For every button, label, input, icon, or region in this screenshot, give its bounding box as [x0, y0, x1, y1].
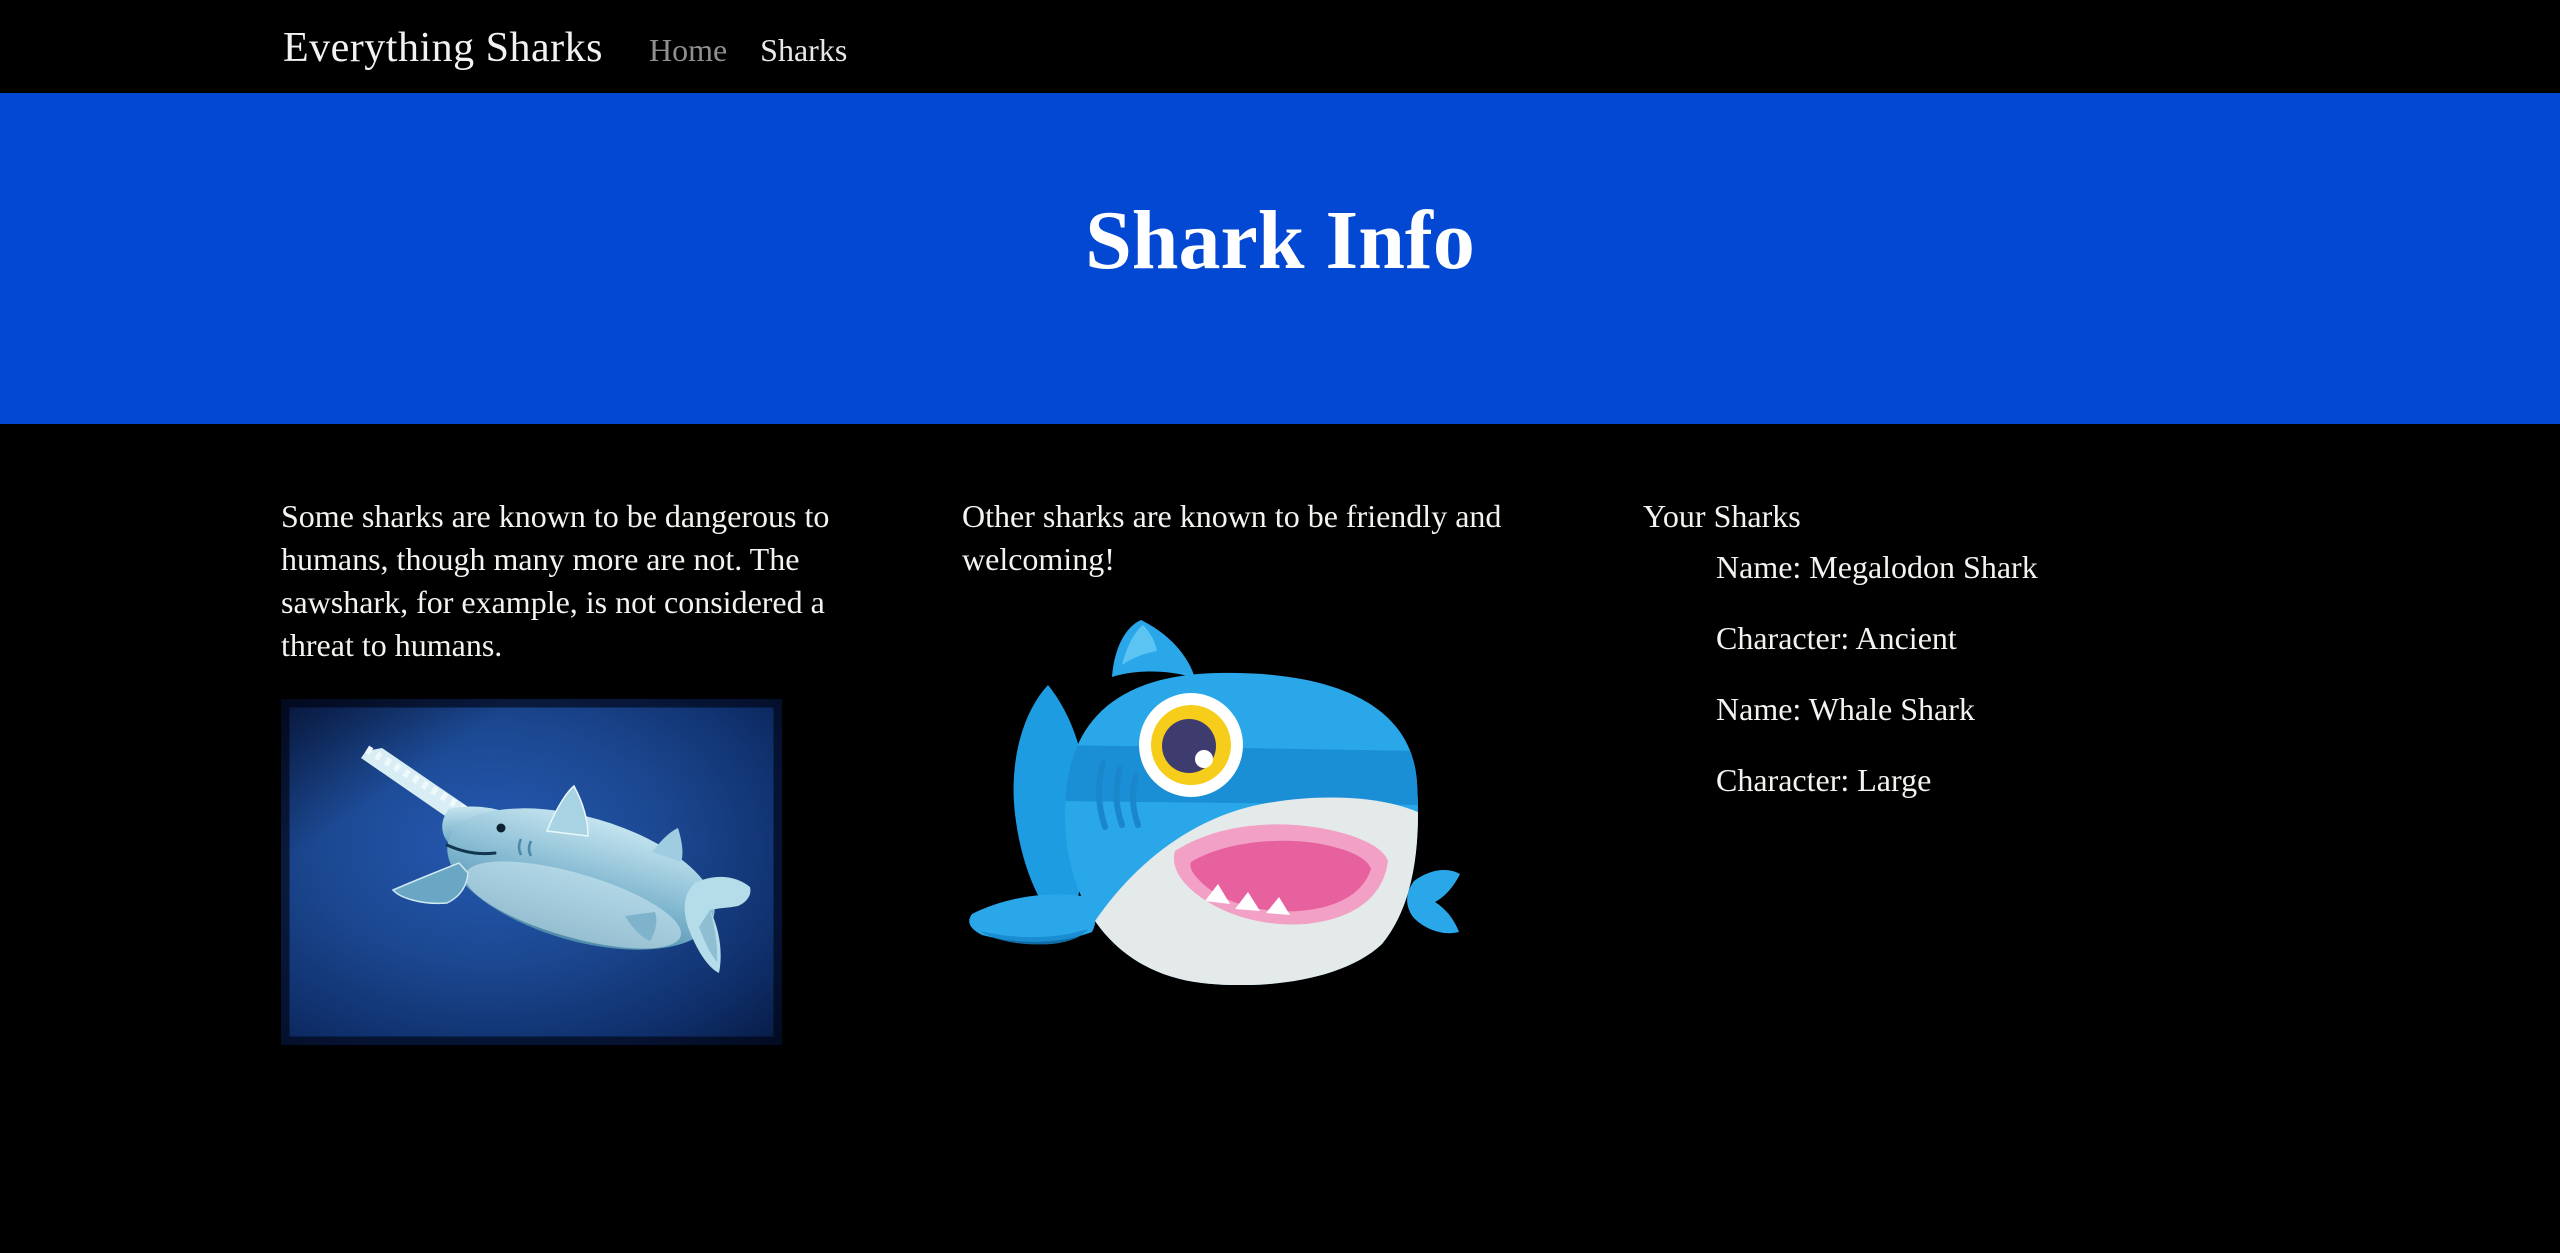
top-navbar	[0, 0, 2560, 93]
shark-list-item: Name: Megalodon Shark	[1716, 549, 2038, 585]
shark-list-item: Name: Whale Shark	[1716, 691, 1975, 727]
friendly-sharks-column	[962, 495, 1582, 1045]
shark-list-item: Character: Large	[1716, 762, 1932, 798]
your-sharks-heading: Your Sharks	[1643, 498, 1801, 534]
dangerous-sharks-text: Some sharks are known to be dangerous to humans, though many more are not. The sawshark, for example, is not considered a threat to humans.	[281, 498, 830, 663]
shark-list	[1643, 546, 2263, 802]
dangerous-sharks-column	[281, 495, 901, 1045]
friendly-sharks-text: Other sharks are known to be friendly and welcoming!	[962, 498, 1502, 577]
cartoon-shark-image	[962, 613, 1462, 985]
sawshark-photo	[281, 699, 782, 1045]
brand-link[interactable]: Everything Sharks	[283, 25, 603, 71]
nav-link-home[interactable]: Home	[648, 32, 728, 68]
your-sharks-column	[1643, 495, 2263, 1045]
hero-banner	[0, 93, 2560, 424]
nav-link-sharks[interactable]: Sharks	[760, 32, 848, 68]
shark-list-item: Character: Ancient	[1716, 620, 1957, 656]
page-title: Shark Info	[1085, 194, 1475, 287]
content-columns	[0, 424, 2560, 1045]
